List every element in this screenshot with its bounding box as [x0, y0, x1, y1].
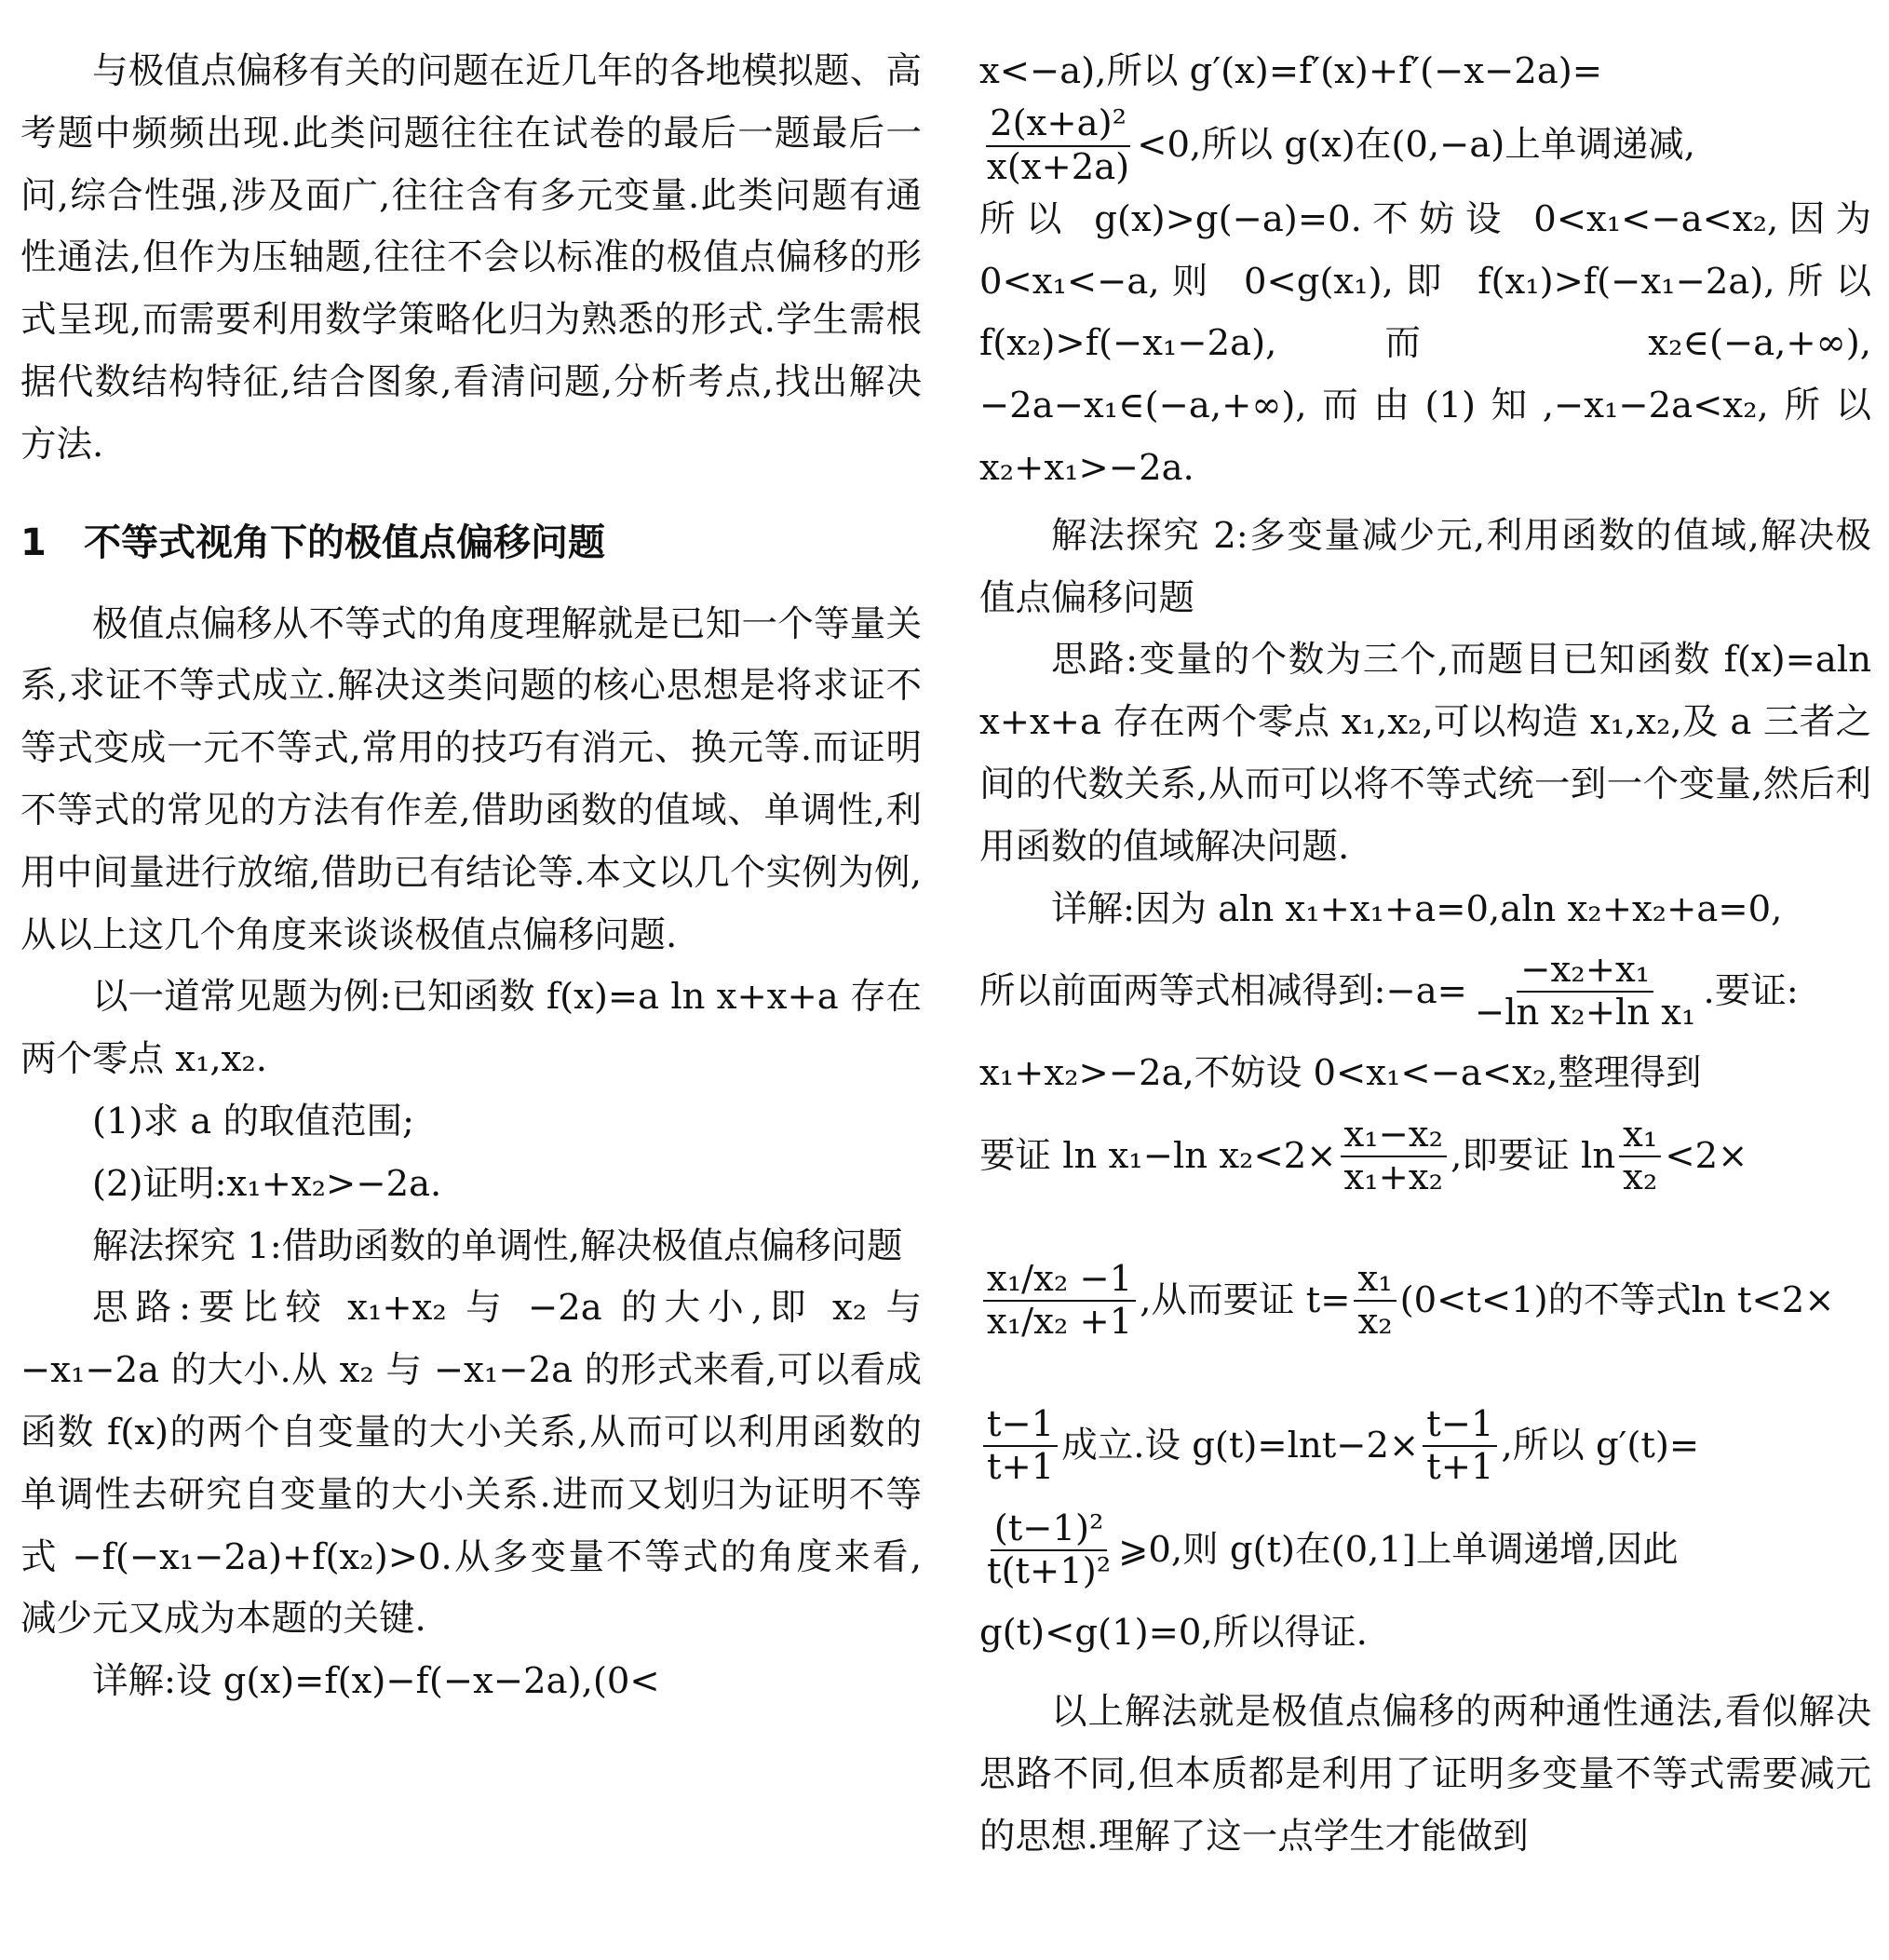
- t-fraction: [1354, 1257, 1396, 1344]
- section-paragraph: 极值点偏移从不等式的角度理解就是已知一个等量关系,求证不等式成立.解决这类问题的核心思想是将求证不等式变成一元不等式,常用的技巧有消元、换元等.而证明不等式的常见的方法有作差,借助函数的值域、单调性,利用中间量进行放缩,借助已有结论等.本文以几个实例为例,从以上这几个角度来谈谈极值点偏移问题.: [20, 602, 922, 956]
- right-column: [979, 41, 1871, 1868]
- left-column: [20, 41, 922, 1713]
- problem-statement: 以一道常见题为例:已知函数 f(x)=a ln x+x+a 存在两个零点 x₁,x₂.: [20, 976, 922, 1081]
- derivative-fraction-line: [979, 103, 1871, 189]
- fraction-denominator: t+1: [987, 1446, 1055, 1489]
- method-1-conclusion: 所以 g(x)>g(−a)=0.不妨设 0<x₁<−a<x₂,因为 0<x₁<−a,则 0<g(x₁),即 f(x₁)>f(−x₁−2a),所以 f(x₂)>f(−x₁−2a),而 x₂∈(−a,+∞),−2a−x₁∈(−a,+∞),而由(1)知,−x₁−2a<x₂,所以 x₂+x₁>−2a.: [979, 197, 1871, 489]
- fraction-numerator: (t−1)²: [991, 1510, 1108, 1551]
- method-2-conclusion: g(t)<g(1)=0,所以得证.: [979, 1612, 1368, 1655]
- summary-paragraph: 以上解法就是极值点偏移的两种通性通法,看似解决思路不同,但本质都是利用了证明多变量不等式需要减元的思想.理解了这一点学生才能做到: [979, 1690, 1871, 1858]
- g-definition-mid: 成立.设 g(t)=lnt−2×: [1061, 1424, 1420, 1467]
- g-derivative-fraction: [983, 1507, 1114, 1593]
- fraction-denominator: t(t+1)²: [987, 1550, 1112, 1593]
- fraction-denominator: x₂: [1623, 1156, 1658, 1199]
- substitution-line: [979, 1208, 1871, 1394]
- fraction-denominator: x₂: [1357, 1301, 1393, 1344]
- substitution-tail: (0<t<1)的不等式ln t<2×: [1399, 1278, 1835, 1321]
- derivative-line: x<−a),所以 g′(x)=f′(x)+f′(−x−2a)=: [979, 50, 1603, 92]
- derivative-fraction: [983, 102, 1133, 188]
- fraction-numerator: x₁−x₂: [1341, 1116, 1448, 1157]
- t-ratio-fraction: [983, 1402, 1058, 1489]
- question-1: (1)求 a 的取值范围;: [92, 1100, 414, 1142]
- fraction-numerator: x₁: [1354, 1261, 1396, 1302]
- intro-paragraph: 与极值点偏移有关的问题在近几年的各地模拟题、高考题中频频出现.此类问题往往在试卷的最后一题最后一问,综合性强,涉及面广,往往含有多元变量.此类问题有通性通法,但作为压轴题,往往不会以标准的极值点偏移的形式呈现,而需要利用数学策略化归为熟悉的形式.学生需根据代数结构特征,结合图象,看清问题,分析考点,找出解决方法.: [20, 50, 922, 466]
- fraction-numerator: x₁: [1619, 1116, 1661, 1157]
- g-definition-tail: ,所以 g′(t)=: [1501, 1424, 1700, 1467]
- section-heading: [20, 512, 922, 574]
- g-derivative-line: [979, 1498, 1871, 1602]
- method-2-detail-3: x₁+x₂>−2a,不妨设 0<x₁<−a<x₂,整理得到: [979, 1052, 1702, 1095]
- compound-fraction: [983, 1257, 1136, 1344]
- fraction-denominator: x₁+x₂: [1343, 1156, 1444, 1199]
- method-1-detail-start: 详解:设 g(x)=f(x)−f(−x−2a),(0<: [92, 1660, 660, 1703]
- subtract-tail: .要证:: [1703, 969, 1799, 1012]
- prove-line: [979, 1105, 1871, 1208]
- prove-head: 要证 ln x₁−ln x₂<2×: [979, 1134, 1337, 1177]
- ratio-fraction: [1471, 948, 1700, 1034]
- fraction-denominator: −ln x₂+ln x₁: [1474, 992, 1696, 1034]
- prove-tail: <2×: [1665, 1134, 1748, 1177]
- t-ratio-fraction-2: [1423, 1402, 1497, 1489]
- g-derivative-tail: ⩾0,则 g(t)在(0,1]上单调递增,因此: [1118, 1528, 1679, 1571]
- fraction-numerator: −x₂+x₁: [1517, 952, 1653, 993]
- g-definition-line: [979, 1394, 1871, 1498]
- method-2-idea: 思路:变量的个数为三个,而题目已知函数 f(x)=aln x+x+a 存在两个零点 x₁,x₂,可以构造 x₁,x₂,及 a 三者之间的代数关系,从而可以将不等式统一到一个变量,然后利用函数的值域解决问题.: [979, 639, 1871, 868]
- substitution-mid: ,从而要证 t=: [1140, 1278, 1351, 1321]
- fraction-numerator: t−1: [1423, 1406, 1497, 1447]
- prove-mid: ,即要证 ln: [1450, 1134, 1616, 1177]
- prove-fraction: [1341, 1113, 1448, 1199]
- monotonic-text: <0,所以 g(x)在(0,−a)上单调递减,: [1137, 124, 1696, 167]
- ln-fraction: [1619, 1113, 1661, 1199]
- section-number: 1: [20, 520, 47, 564]
- fraction-numerator: 2(x+a)²: [986, 105, 1130, 146]
- fraction-denominator: t+1: [1426, 1446, 1494, 1489]
- fraction-denominator: x(x+2a): [987, 145, 1130, 188]
- fraction-numerator: t−1: [983, 1406, 1058, 1447]
- method-1-title: 解法探究 1:借助函数的单调性,解决极值点偏移问题: [92, 1224, 903, 1267]
- subtract-head: 所以前面两等式相减得到:−a=: [979, 969, 1467, 1012]
- subtract-line: [979, 940, 1871, 1043]
- method-2-detail-1: 详解:因为 aln x₁+x₁+a=0,aln x₂+x₂+a=0,: [1051, 887, 1783, 930]
- fraction-denominator: x₁/x₂ +1: [987, 1301, 1133, 1344]
- method-1-idea: 思路:要比较 x₁+x₂ 与 −2a 的大小,即 x₂ 与 −x₁−2a 的大小.从 x₂ 与 −x₁−2a 的形式来看,可以看成函数 f(x)的两个自变量的大小关系,从而可以利用函数的单调性去研究自变量的大小关系.进而又划归为证明不等式 −f(−x₁−2a)+f(x₂)>0.从多变量不等式的角度来看,减少元又成为本题的关键.: [20, 1287, 922, 1641]
- section-title: 不等式视角下的极值点偏移问题: [84, 520, 605, 564]
- question-2: (2)证明:x₁+x₂>−2a.: [92, 1162, 442, 1205]
- fraction-numerator: x₁/x₂ −1: [983, 1261, 1136, 1302]
- method-2-title: 解法探究 2:多变量减少元,利用函数的值域,解决极值点偏移问题: [979, 514, 1871, 619]
